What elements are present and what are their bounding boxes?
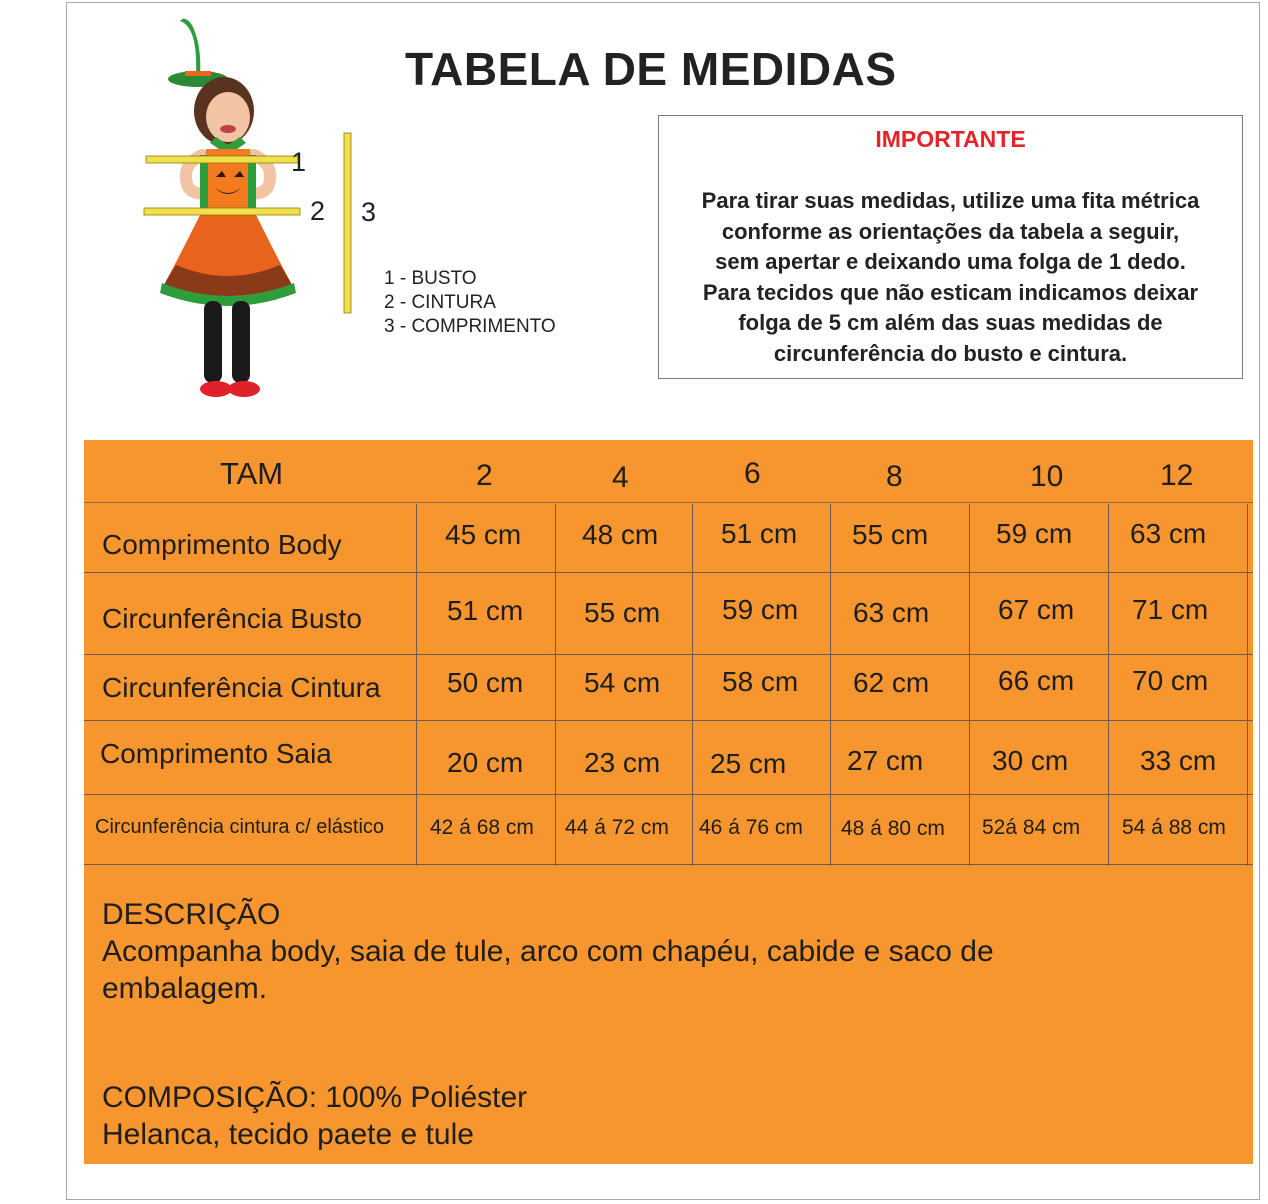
table-cell: 42 á 68 cm bbox=[430, 816, 534, 839]
table-cell: 51 cm bbox=[447, 595, 524, 626]
table-cell: 46 á 76 cm bbox=[699, 816, 803, 839]
grid-line bbox=[416, 504, 417, 866]
composition-line: Helanca, tecido paete e tule bbox=[102, 1118, 474, 1151]
important-line: Para tecidos que não esticam indicamos deixar bbox=[702, 279, 1199, 305]
grid-line bbox=[830, 504, 831, 866]
table-cell: 23 cm bbox=[584, 747, 661, 778]
measurement-legend bbox=[384, 267, 556, 339]
table-cell: 62 cm bbox=[853, 667, 930, 698]
important-title: IMPORTANTE bbox=[875, 126, 1026, 152]
row-label: Comprimento Saia bbox=[100, 738, 332, 769]
table-cell: 71 cm bbox=[1132, 594, 1209, 625]
marker-2: 2 bbox=[310, 196, 326, 226]
marker-1: 1 bbox=[291, 147, 307, 177]
description-heading: DESCRIÇÃO bbox=[102, 898, 281, 931]
grid-line bbox=[84, 720, 1253, 721]
table-cell: 54 cm bbox=[584, 667, 661, 698]
table-cell: 66 cm bbox=[998, 665, 1075, 696]
table-cell: 58 cm bbox=[722, 666, 799, 697]
grid-line bbox=[555, 504, 556, 866]
description-panel bbox=[84, 866, 1253, 1164]
table-cell: 48 cm bbox=[582, 519, 659, 550]
header-size: 12 bbox=[1160, 459, 1194, 492]
description-line: embalagem. bbox=[102, 972, 268, 1005]
important-line: Para tirar suas medidas, utilize uma fita métrica bbox=[701, 188, 1200, 213]
table-cell: 44 á 72 cm bbox=[565, 816, 669, 839]
row-label: Circunferência cintura c/ elástico bbox=[95, 816, 385, 838]
grid-line bbox=[969, 504, 970, 866]
grid-line bbox=[1108, 504, 1109, 866]
grid-line bbox=[84, 864, 1253, 865]
table-cell: 50 cm bbox=[447, 667, 524, 698]
row-label: Circunferência Cintura bbox=[102, 672, 381, 703]
important-notice bbox=[658, 115, 1243, 379]
size-table bbox=[84, 440, 1253, 866]
table-cell: 33 cm bbox=[1140, 745, 1217, 776]
description-line: Acompanha body, saia de tule, arco com chapéu, cabide e saco de bbox=[102, 935, 994, 968]
size-table-header bbox=[84, 440, 1253, 503]
table-cell: 55 cm bbox=[852, 519, 929, 550]
important-line: sem apertar e deixando uma folga de 1 dedo. bbox=[715, 249, 1186, 274]
important-line: circunferência do busto e cintura. bbox=[773, 340, 1128, 366]
table-cell: 63 cm bbox=[853, 597, 930, 628]
legend-item: 2 - CINTURA bbox=[384, 292, 496, 313]
header-size: 10 bbox=[1030, 460, 1064, 493]
table-cell: 20 cm bbox=[447, 747, 524, 778]
grid-line bbox=[84, 654, 1253, 655]
table-cell: 63 cm bbox=[1130, 518, 1207, 549]
important-line: folga de 5 cm além das suas medidas de bbox=[738, 310, 1163, 335]
header-size: 8 bbox=[886, 460, 903, 493]
composition-line: COMPOSIÇÃO: 100% Poliéster bbox=[102, 1081, 528, 1114]
grid-line bbox=[84, 572, 1253, 573]
legend-item: 1 - BUSTO bbox=[384, 268, 477, 289]
header-size-label: TAM bbox=[220, 456, 284, 491]
legend-item: 3 - COMPRIMENTO bbox=[384, 316, 556, 337]
witch-hat-icon bbox=[180, 19, 200, 77]
table-cell: 51 cm bbox=[721, 518, 798, 549]
header-size: 2 bbox=[476, 459, 493, 492]
table-cell: 59 cm bbox=[996, 518, 1073, 549]
header-size: 6 bbox=[744, 457, 761, 490]
marker-3: 3 bbox=[361, 197, 377, 227]
table-cell: 59 cm bbox=[722, 594, 799, 625]
table-cell: 30 cm bbox=[992, 745, 1069, 776]
table-cell: 55 cm bbox=[584, 597, 661, 628]
table-cell: 52á 84 cm bbox=[982, 816, 1081, 839]
grid-line bbox=[692, 504, 693, 866]
table-cell: 67 cm bbox=[998, 594, 1075, 625]
table-cell: 54 á 88 cm bbox=[1122, 816, 1226, 839]
header-size: 4 bbox=[612, 461, 629, 494]
row-label: Comprimento Body bbox=[102, 529, 342, 560]
table-cell: 48 á 80 cm bbox=[841, 817, 945, 840]
table-cell: 25 cm bbox=[710, 748, 787, 779]
page-title: TABELA DE MEDIDAS bbox=[405, 43, 897, 95]
row-label: Circunferência Busto bbox=[102, 603, 362, 634]
child-costume-illustration bbox=[140, 15, 380, 415]
table-cell: 27 cm bbox=[847, 745, 924, 776]
important-line: conforme as orientações da tabela a seguir, bbox=[721, 218, 1180, 244]
grid-line bbox=[1247, 504, 1248, 866]
grid-line bbox=[84, 794, 1253, 795]
table-cell: 45 cm bbox=[445, 519, 522, 550]
table-cell: 70 cm bbox=[1132, 665, 1209, 696]
important-text bbox=[663, 186, 1238, 369]
